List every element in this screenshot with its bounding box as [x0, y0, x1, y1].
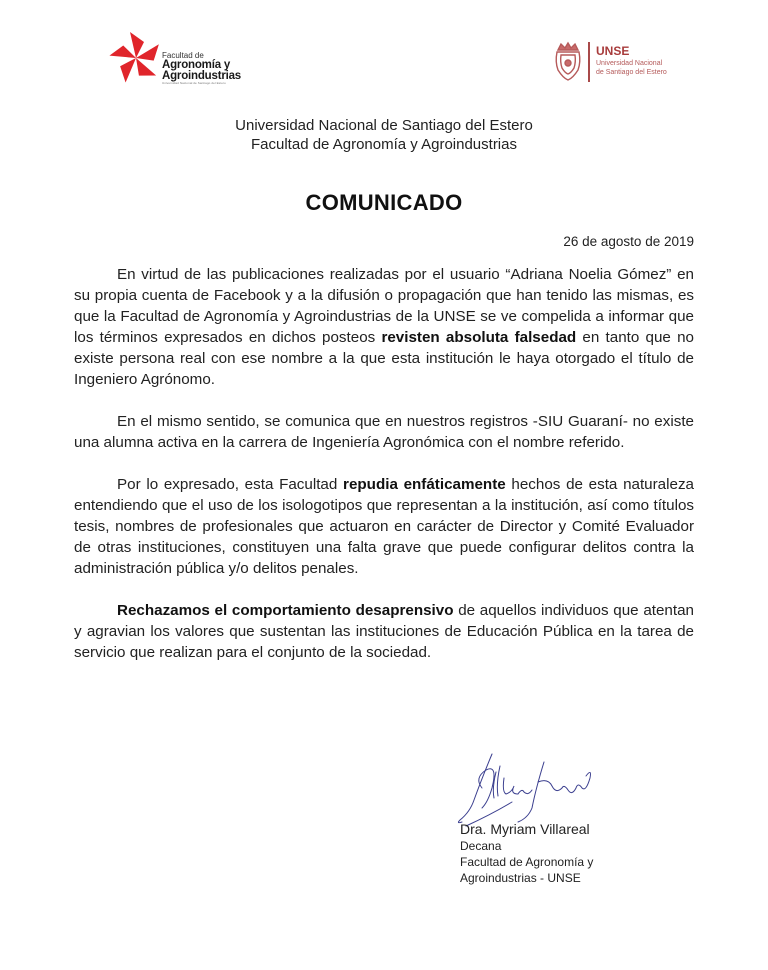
- unse-logo-subtitle-line2: de Santiago del Estero: [596, 68, 667, 76]
- unse-logo-subtitle: [596, 60, 676, 77]
- logo-text-agronomia: Agronomía y: [162, 59, 231, 71]
- paragraph-3-bold: repudia enfáticamente: [343, 476, 506, 493]
- paragraph-3-text-a: Por lo expresado, esta Facultad: [117, 476, 344, 493]
- university-crest-icon: [552, 40, 584, 84]
- paragraph-4-text-b: de aquellos individuos que atentan y agravian los valores que sustentan las instituciones de Educación Pública en la tarea de servicio que realizan para el conjunto de la sociedad.: [74, 602, 694, 661]
- unse-logo: [552, 40, 672, 86]
- signatory-org-line2: Agroindustrias - UNSE: [460, 871, 581, 885]
- document-title: COMUNICADO: [305, 190, 463, 215]
- logo-divider: [588, 42, 590, 82]
- signatory-role: Decana: [460, 839, 502, 853]
- paragraph-1-bold: revisten absoluta falsedad: [381, 329, 577, 346]
- letterhead: [0, 116, 768, 154]
- signatory-org-line1: Facultad de Agronomía y: [460, 855, 594, 869]
- paragraph-4-bold: Rechazamos el comportamiento desaprensivo: [117, 602, 454, 619]
- paragraph-1-text-b: en tanto que no existe persona real con ese nombre a la que esta institución le haya otorgado el título de Ingeniero Agrónomo.: [74, 329, 694, 388]
- signatory-name: Dra. Myriam Villareal: [460, 821, 590, 837]
- faculty-logo: [108, 30, 248, 88]
- logo-text-agroindustrias: Agroindustrias: [162, 69, 241, 82]
- paragraph-1-text-a: En virtud de las publicaciones realizadas por el usuario “Adriana Noelia Gómez” en su propia cuenta de Facebook y a la difusión o propagación que han tenido las mismas, es que la Facultad de Agronomía y Agroindustrias de la UNSE se ve compelida a informar que los términos expresados en dichos posteos: [74, 266, 694, 346]
- signatory-block: [460, 820, 593, 886]
- pinwheel-logo-icon: [108, 30, 164, 86]
- logo-text-facultad: Facultad de: [162, 51, 204, 60]
- document-body: [74, 264, 694, 684]
- paragraph-4: [74, 600, 694, 663]
- letterhead-faculty: Facultad de Agronomía y Agroindustrias: [251, 136, 517, 153]
- document-date: 26 de agosto de 2019: [563, 234, 694, 249]
- unse-logo-title: UNSE: [596, 44, 630, 58]
- paragraph-3-text-b: hechos de esta naturaleza entendiendo que el uso de los isologotipos que representan a la institución, así como títulos tesis, nombres de profesionales que actuaron en carácter de Director y Comité Evaluador de otras instituciones, constituyen una falta grave que puede configurar delitos contra la administración pública y/o delitos penales.: [74, 476, 694, 577]
- paragraph-2-text: En el mismo sentido, se comunica que en nuestros registros -SIU Guaraní- no existe una alumna activa en la carrera de Ingeniería Agronómica con el nombre referido.: [74, 413, 694, 451]
- logo-text-university: Universidad Nacional de Santiago del Estero: [162, 81, 226, 85]
- unse-logo-subtitle-line1: Universidad Nacional: [596, 60, 663, 67]
- paragraph-1: [74, 264, 694, 390]
- paragraph-3: [74, 474, 694, 579]
- paragraph-2: [74, 411, 694, 453]
- letterhead-university: Universidad Nacional de Santiago del Estero: [235, 117, 533, 134]
